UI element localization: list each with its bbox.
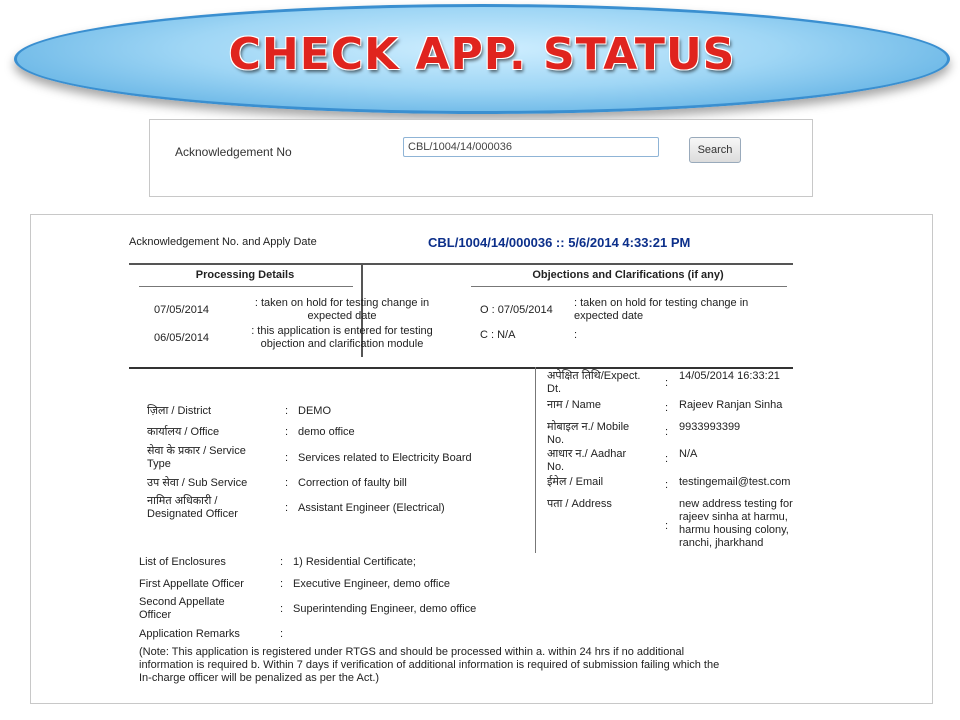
colon: :: [665, 426, 669, 438]
sub-service-value: Correction of faulty bill: [298, 477, 407, 489]
first-appellate-label: First Appellate Officer: [139, 578, 244, 590]
expected-date-label: Dt.: [547, 383, 562, 395]
clarification-label: C : N/A: [480, 329, 516, 341]
aadhar-label: No.: [547, 461, 565, 473]
colon: :: [665, 377, 669, 389]
processing-date: 07/05/2014: [154, 304, 210, 316]
note-line: information is required b. Within 7 days if verification of additional information is required of submission failing which the: [139, 659, 720, 671]
clarification-text: :: [574, 329, 578, 341]
colon: :: [280, 556, 284, 568]
service-type-label: सेवा के प्रकार / Service: [147, 445, 246, 457]
designated-officer-value: Assistant Engineer (Electrical): [298, 502, 445, 514]
aadhar-value: N/A: [679, 448, 698, 460]
district-label: ज़िला / District: [147, 405, 212, 417]
colon: :: [665, 479, 669, 491]
address-value-line: harmu housing colony,: [679, 524, 789, 536]
address-value-line: new address testing for: [679, 498, 793, 510]
colon: :: [285, 426, 289, 438]
objection-label: O : 07/05/2014: [480, 304, 553, 316]
page-title: CHECK APP. STATUS: [228, 29, 736, 80]
aadhar-label: आधार न./ Aadhar: [547, 448, 627, 460]
expected-date-label: अपेक्षित तिथि/Expect.: [547, 370, 641, 382]
ack-apply-date-label: Acknowledgement No. and Apply Date: [129, 236, 317, 248]
colon: :: [280, 578, 284, 590]
note-line: (Note: This application is registered under RTGS and should be processed within a. within 24 hrs if no additional: [139, 646, 685, 658]
designated-officer-label: Designated Officer: [147, 508, 238, 520]
office-value: demo office: [298, 426, 355, 438]
name-label: नाम / Name: [547, 399, 602, 411]
acknowledgement-input[interactable]: [403, 137, 659, 157]
ack-apply-date-value: CBL/1004/14/000036 :: 5/6/2014 4:33:21 PM: [428, 235, 691, 250]
mobile-label: मोबाइल न./ Mobile: [547, 421, 630, 433]
first-appellate-value: Executive Engineer, demo office: [293, 578, 450, 590]
mobile-value: 9933993399: [679, 421, 741, 433]
enclosures-label: List of Enclosures: [139, 556, 226, 568]
note-line: In-charge officer will be penalized as per the Act.): [139, 672, 380, 684]
district-value: DEMO: [298, 405, 331, 417]
email-value: testingemail@test.com: [679, 476, 791, 488]
processing-remark-line: : this application is entered for testing: [251, 325, 433, 337]
processing-remark-line: expected date: [307, 310, 377, 322]
colon: :: [285, 452, 289, 464]
column-divider: [535, 367, 536, 553]
office-label: कार्यालय / Office: [147, 426, 220, 438]
acknowledgement-label: Acknowledgement No: [175, 145, 292, 159]
address-value-line: ranchi, jharkhand: [679, 537, 764, 549]
processing-remark-line: : taken on hold for testing change in: [254, 297, 430, 309]
service-type-label: Type: [147, 458, 171, 470]
colon: :: [665, 520, 669, 532]
objections-header-rule: [471, 286, 787, 287]
processing-details-header: Processing Details: [195, 269, 295, 281]
objection-text-line: expected date: [574, 310, 644, 322]
colon: :: [280, 628, 284, 640]
designated-officer-label: नामित अधिकारी /: [147, 495, 218, 507]
enclosures-value: 1) Residential Certificate;: [293, 556, 416, 568]
colon: :: [285, 477, 289, 489]
mobile-label: No.: [547, 434, 565, 446]
name-value: Rajeev Ranjan Sinha: [679, 399, 783, 411]
application-details-panel: [30, 214, 933, 704]
search-button[interactable]: Search: [689, 137, 741, 163]
objections-header: Objections and Clarifications (if any): [532, 269, 724, 281]
second-appellate-label: Officer: [139, 609, 172, 621]
second-appellate-label: Second Appellate: [139, 596, 225, 608]
second-appellate-value: Superintending Engineer, demo office: [293, 603, 477, 615]
title-banner: [14, 4, 950, 114]
processing-remark-line: objection and clarification module: [260, 338, 424, 350]
colon: :: [665, 402, 669, 414]
colon: :: [665, 453, 669, 465]
service-type-value: Services related to Electricity Board: [298, 452, 472, 464]
objection-text-line: : taken on hold for testing change in: [574, 297, 749, 309]
search-panel: [149, 119, 813, 197]
colon: :: [285, 502, 289, 514]
processing-header-rule: [139, 286, 353, 287]
address-value-line: rajeev sinha at harmu,: [679, 511, 788, 523]
expected-date-value: 14/05/2014 16:33:21: [679, 370, 780, 382]
colon: :: [280, 603, 284, 615]
remarks-label: Application Remarks: [139, 628, 240, 640]
address-label: पता / Address: [547, 498, 612, 510]
sub-service-label: उप सेवा / Sub Service: [147, 477, 248, 489]
email-label: ईमेल / Email: [547, 476, 604, 488]
processing-date: 06/05/2014: [154, 332, 210, 344]
section-rule: [129, 367, 793, 369]
colon: :: [285, 405, 289, 417]
